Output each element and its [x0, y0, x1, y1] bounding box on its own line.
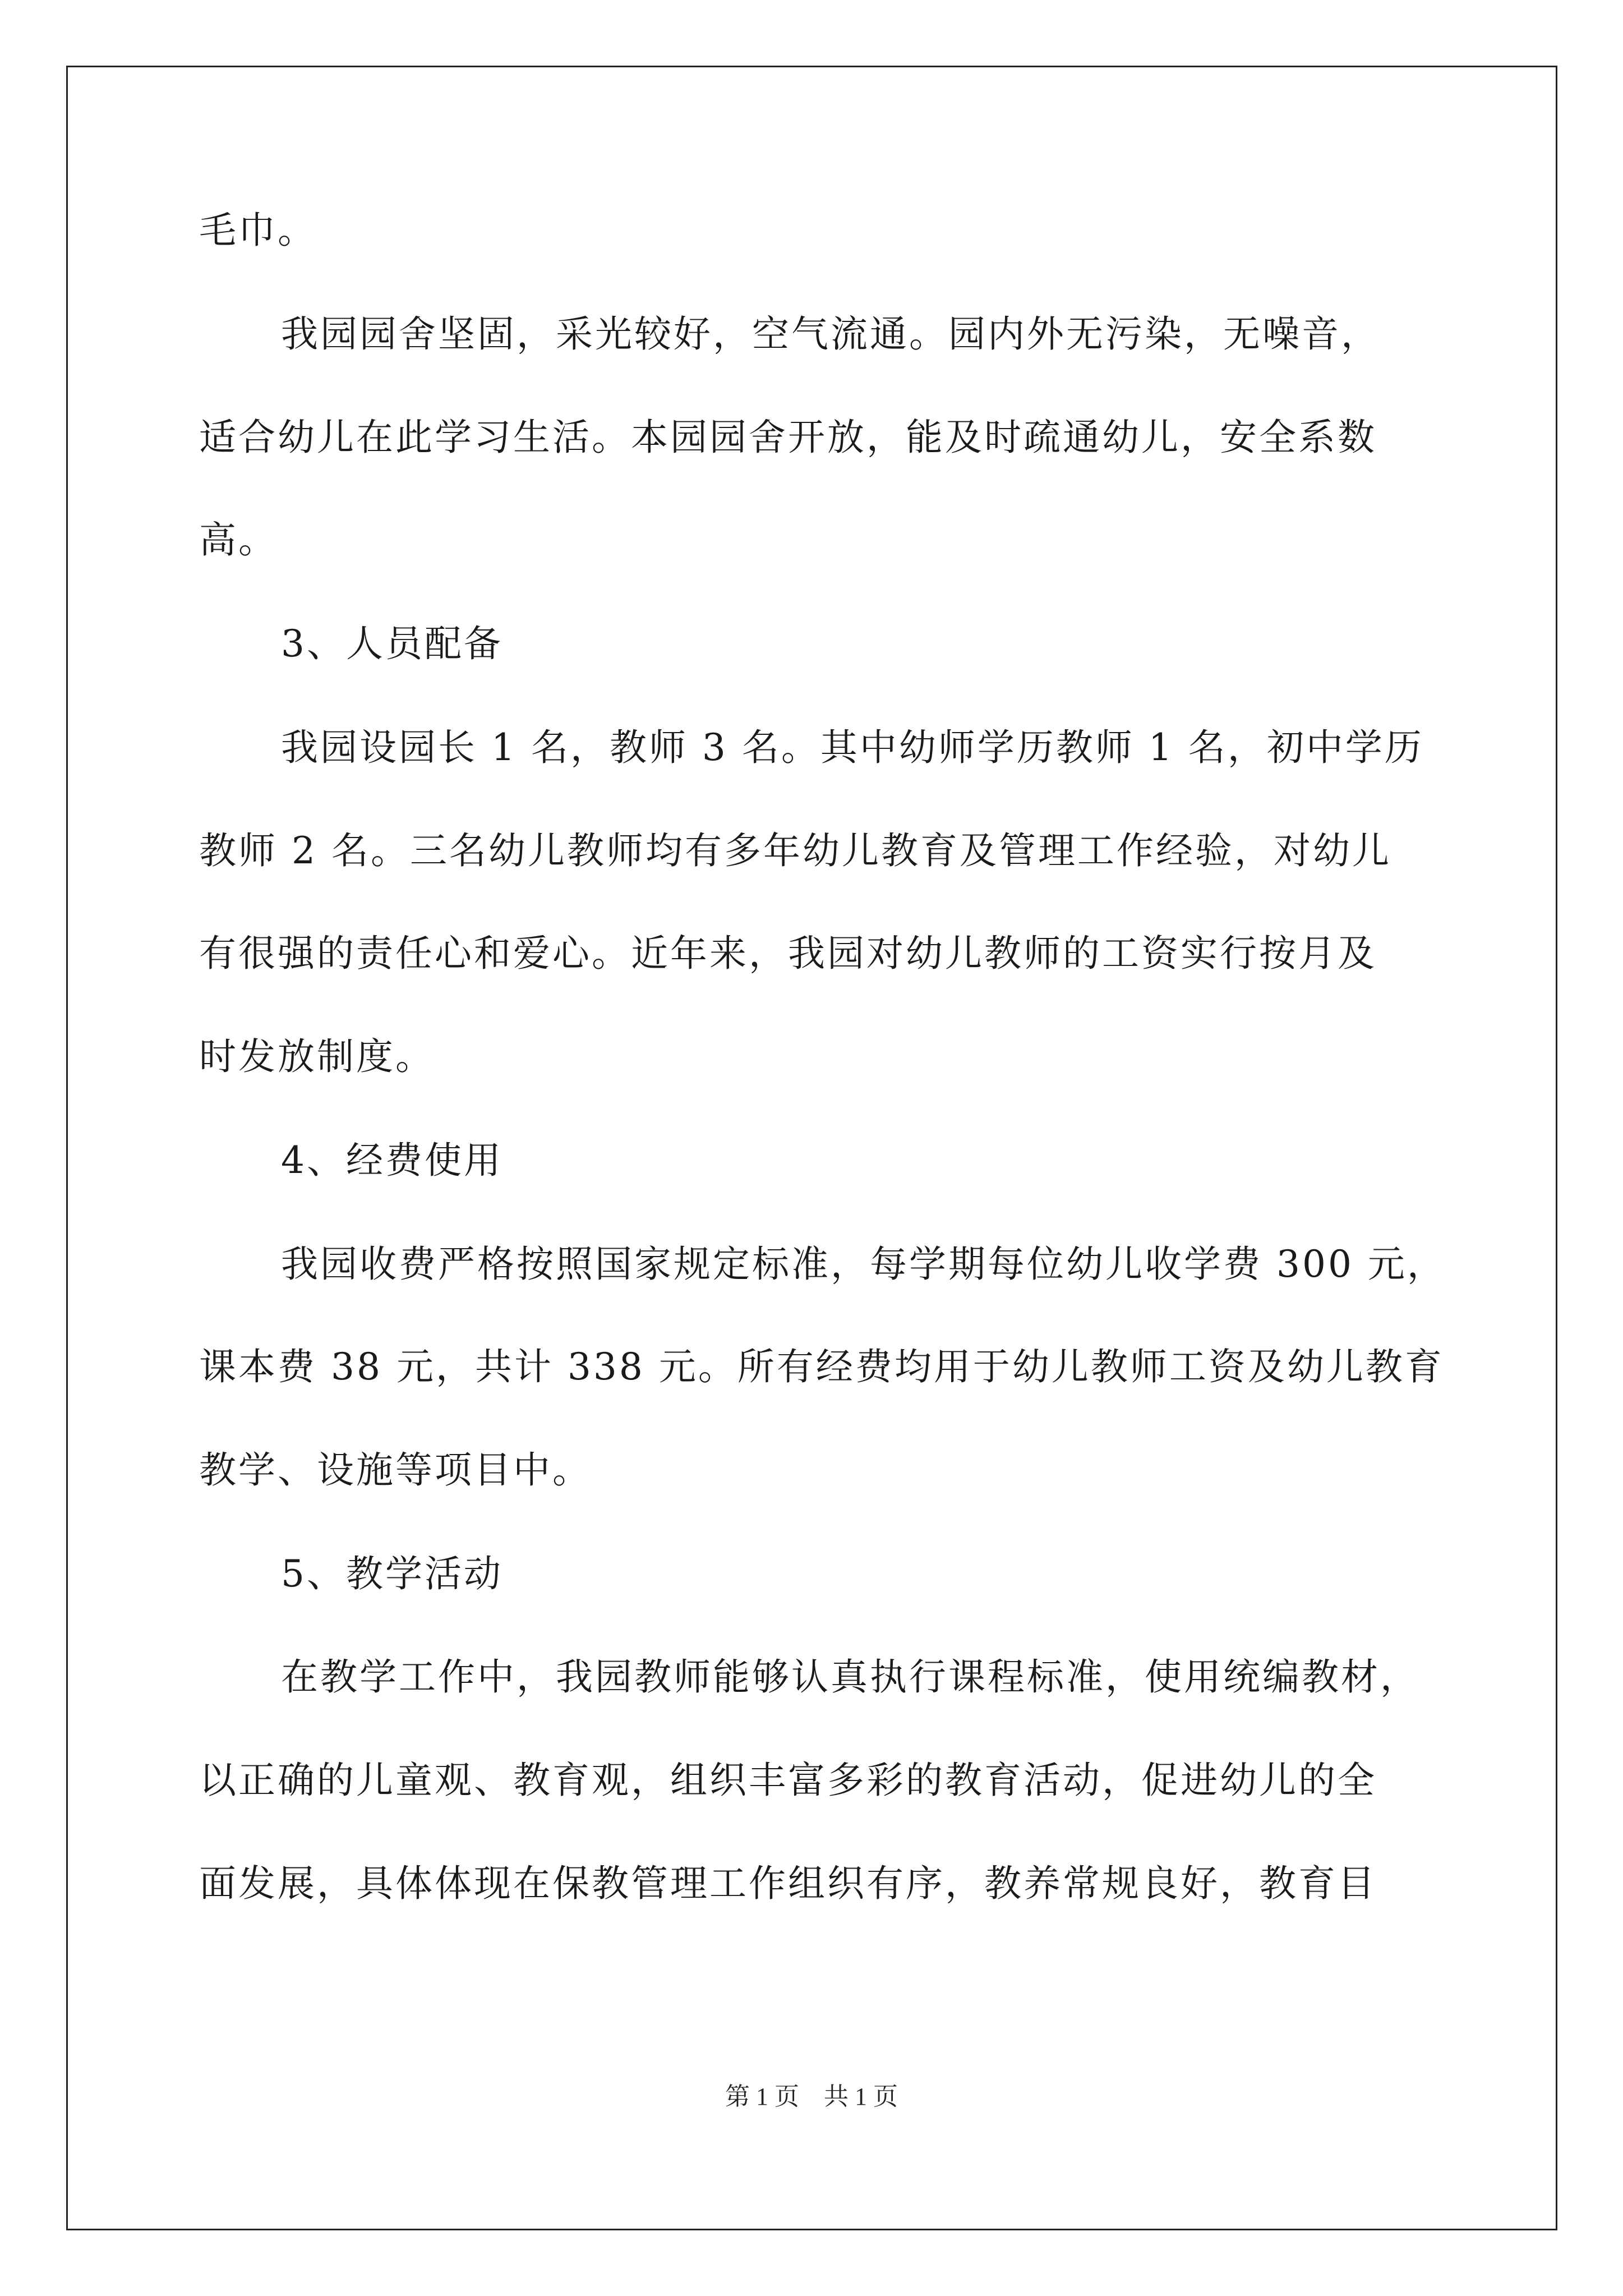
paragraph-line: 在教学工作中，我园教师能够认真执行课程标准，使用统编教材， — [281, 1655, 1419, 1699]
paragraph-line: 我园设园长 1 名，教师 3 名。其中幼师学历教师 1 名，初中学历 — [281, 726, 1424, 769]
text-line: 教学、设施等项目中。 — [199, 1448, 592, 1492]
page-number-footer: 第 1 页 共 1 页 — [725, 2083, 898, 2110]
text-line: 以正确的儿童观、教育观，组织丰富多彩的教育活动，促进幼儿的全 — [199, 1759, 1377, 1802]
text-line: 面发展，具体体现在保教管理工作组织有序，教养常规良好，教育目 — [199, 1862, 1377, 1905]
text-line: 课本费 38 元，共计 338 元。所有经费均用于幼儿教师工资及幼儿教育 — [199, 1345, 1444, 1388]
section-heading: 5、教学活动 — [281, 1552, 503, 1595]
paragraph-line: 我园收费严格按照国家规定标准，每学期每位幼儿收学费 300 元， — [281, 1243, 1446, 1286]
section-heading: 4、经费使用 — [281, 1139, 503, 1182]
text-line: 时发放制度。 — [199, 1035, 435, 1078]
section-heading: 3、人员配备 — [281, 622, 503, 665]
text-line: 教师 2 名。三名幼儿教师均有多年幼儿教育及管理工作经验，对幼儿 — [199, 829, 1391, 872]
paragraph-line: 我园园舍坚固，采光较好，空气流通。园内外无污染，无噪音， — [281, 312, 1380, 356]
text-line: 高。 — [199, 518, 278, 562]
text-line: 有很强的责任心和爱心。近年来，我园对幼儿教师的工资实行按月及 — [199, 932, 1377, 975]
text-line: 适合幼儿在此学习生活。本园园舍开放，能及时疏通幼儿，安全系数 — [199, 416, 1377, 459]
text-line: 毛巾。 — [199, 209, 317, 252]
